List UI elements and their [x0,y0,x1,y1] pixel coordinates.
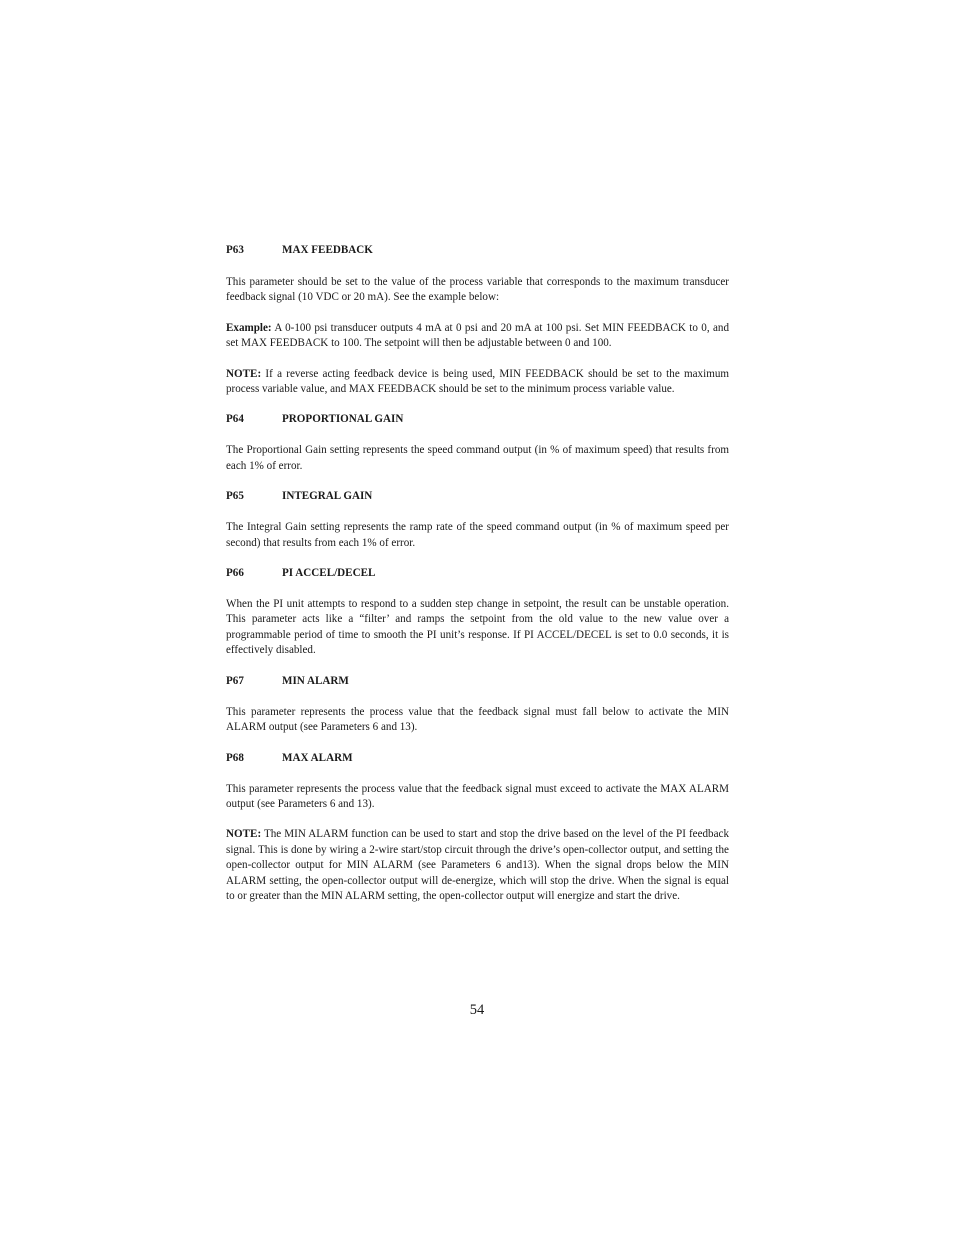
note-label: NOTE: [226,367,262,380]
parameter-code: P66 [226,567,244,580]
note-label: NOTE: [226,828,262,841]
note-paragraph-p63 [226,367,729,398]
parameter-title: PI ACCEL/DECEL [282,567,376,580]
page-number: 54 [469,1002,485,1018]
section-body-p65: The Integral Gain setting represents the ramp rate of the speed command output (in % of maximum speed per second) that results from each 1% of error. [226,521,729,549]
section-heading-p67 [226,674,729,690]
parameter-title: INTEGRAL GAIN [282,490,373,503]
section-body-p67: This parameter represents the process value that the feedback signal must fall below to activate the MIN ALARM output (see Parameters 6 and 13). [226,705,729,734]
section-body-p64: The Proportional Gain setting represents the speed command output (in % of maximum speed) that results from each 1% of error. [226,444,729,472]
section-heading-p68 [226,751,729,767]
section-heading-p65 [226,489,729,505]
manual-page-content [226,243,729,904]
parameter-title: MAX FEEDBACK [282,244,373,256]
parameter-title: MAX ALARM [282,751,353,764]
section-heading-p64 [226,412,729,428]
parameter-title: PROPORTIONAL GAIN [282,413,404,426]
section-heading-p66 [226,566,729,582]
parameter-code: P65 [226,490,244,503]
parameter-code: P68 [226,751,244,764]
note-text: If a reverse acting feedback device is being used, MIN FEEDBACK should be set to the maximum process variable value, and MAX FEEDBACK should be set to the minimum process variable value. [226,367,729,396]
example-text: A 0-100 psi transducer outputs 4 mA at 0 psi and 20 mA at 100 psi. Set MIN FEEDBACK to 0, and set MAX FEEDBACK to 100. The setpoint will then be adjustable between 0 and 100. [226,321,729,350]
section-body-p68: This parameter represents the process value that the feedback signal must exceed to activate the MAX ALARM output (see Parameters 6 and 13). [226,782,729,810]
parameter-code: P64 [226,413,244,426]
section-body-p63: This parameter should be set to the value of the process variable that corresponds to the maximum transducer feedback signal (10 VDC or 20 mA). See the example below: [226,276,729,304]
section-heading-p63 [226,243,729,259]
parameter-code: P63 [226,244,244,256]
note-paragraph-p68 [226,827,729,904]
note-text: The MIN ALARM function can be used to start and stop the drive based on the level of the PI feedback signal. This is done by wiring a 2-wire start/stop circuit through the drive’s open-collector output, and setting the open-collector output for MIN ALARM (see Parameters 6 and13). When the signal drops below the MIN ALARM setting, the open-collector output will de-energize, which will stop the drive. When the signal is equal to or greater than the MIN ALARM setting, the open-collector output will energize and start the drive. [226,828,729,902]
example-paragraph [226,321,729,352]
section-body-p66: When the PI unit attempts to respond to a sudden step change in setpoint, the result can be unstable operation. This parameter acts like a “filter’ and ramps the setpoint from the old value to the new value over a programmable period of time to smooth the PI unit’s response. If PI ACCEL/DECEL is set to 0.0 seconds, it is effectively disabled. [226,598,729,657]
parameter-title: MIN ALARM [282,674,349,687]
example-label: Example: [226,321,272,334]
parameter-code: P67 [226,674,244,687]
